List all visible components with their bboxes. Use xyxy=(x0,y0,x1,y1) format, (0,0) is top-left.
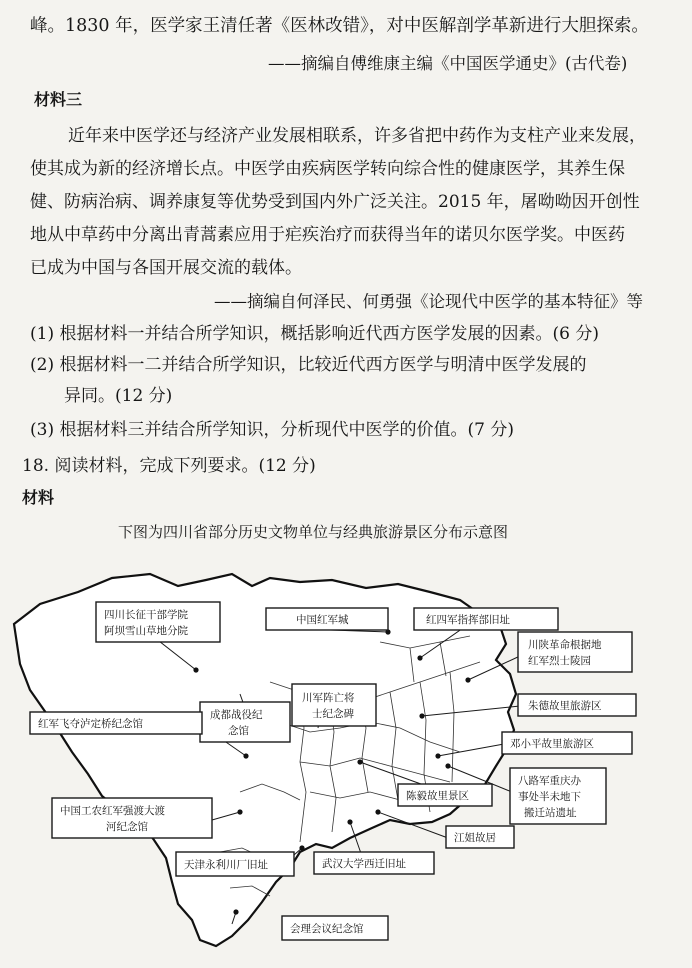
svg-text:中国红军城: 中国红军城 xyxy=(296,614,349,626)
question-18-stem: 18. 阅读材料，完成下列要求。(12 分) xyxy=(22,456,316,476)
question-3: (3) 根据材料三并结合所学知识，分析现代中医学的价值。(7 分) xyxy=(30,420,514,440)
svg-text:事处半未地下: 事处半未地下 xyxy=(518,791,581,803)
svg-text:天津永利川厂旧址: 天津永利川厂旧址 xyxy=(184,859,268,871)
label-dadu-river xyxy=(52,798,212,838)
material3-heading: 材料三 xyxy=(34,90,83,109)
question-2-line-1: (2) 根据材料一二并结合所学知识，比较近代西方医学与明清中医学发展的 xyxy=(30,355,587,375)
label-balujun-office xyxy=(510,768,606,824)
material3-line-4: 地从中草药中分离出青蒿素应用于疟疾治疗而获得当年的诺贝尔医学奖。中医药 xyxy=(30,225,625,245)
material3-line-3: 健、防病治病、调养康复等优势受到国内外广泛关注。2015 年，屠呦呦因开创性 xyxy=(30,192,640,212)
label-chengdu-campaign xyxy=(200,702,290,742)
label-jiangjie-residence xyxy=(446,826,514,848)
label-wuhan-university xyxy=(314,852,434,874)
svg-text:阿坝雪山草地分院: 阿坝雪山草地分院 xyxy=(104,625,188,637)
svg-text:中国工农红军强渡大渡: 中国工农红军强渡大渡 xyxy=(60,805,165,817)
map-title: 下图为四川省部分历史文物单位与经典旅游景区分布示意图 xyxy=(118,523,509,541)
label-chuanshan-cemetery xyxy=(518,632,632,672)
label-dengxiaoping-hometown xyxy=(502,732,632,754)
svg-text:邓小平故里旅游区: 邓小平故里旅游区 xyxy=(510,738,594,750)
svg-text:会理会议纪念馆: 会理会议纪念馆 xyxy=(290,923,364,935)
svg-text:川军阵亡将: 川军阵亡将 xyxy=(302,692,355,704)
material3-line-2: 使其成为新的经济增长点。中医学由疾病医学转向综合性的健康医学，其养生保 xyxy=(30,159,625,179)
svg-text:陈毅故里景区: 陈毅故里景区 xyxy=(406,790,469,802)
label-changzheng-college xyxy=(96,602,220,642)
svg-text:川陕革命根据地: 川陕革命根据地 xyxy=(528,639,602,651)
svg-text:红四军指挥部旧址: 红四军指挥部旧址 xyxy=(426,614,510,626)
label-luding-bridge xyxy=(30,712,202,734)
label-tianjin-yongli xyxy=(176,852,294,876)
svg-text:搬迁站遗址: 搬迁站遗址 xyxy=(524,807,577,819)
svg-text:士纪念碑: 士纪念碑 xyxy=(312,708,354,720)
svg-text:河纪念馆: 河纪念馆 xyxy=(106,821,148,833)
material3-line-1: 近年来中医学还与经济产业发展相联系，许多省把中药作为支柱产业来发展， xyxy=(68,126,646,146)
svg-text:武汉大学西迁旧址: 武汉大学西迁旧址 xyxy=(322,858,406,870)
material3-line-5: 已成为中国与各国开展交流的载体。 xyxy=(30,258,302,278)
question-18-heading: 材料 xyxy=(22,488,55,507)
svg-text:红军飞夺泸定桥纪念馆: 红军飞夺泸定桥纪念馆 xyxy=(38,718,143,730)
label-hongsijun-hq xyxy=(414,608,558,630)
svg-text:朱德故里旅游区: 朱德故里旅游区 xyxy=(528,700,602,712)
question-2-line-2: 异同。(12 分) xyxy=(64,386,173,406)
label-hongjuncheng xyxy=(266,608,388,630)
svg-text:四川长征干部学院: 四川长征干部学院 xyxy=(104,609,188,621)
material2-tail: 峰。1830 年，医学家王清任著《医林改错》，对中医解剖学革新进行大胆探索。 xyxy=(30,16,649,36)
svg-text:红军烈士陵园: 红军烈士陵园 xyxy=(528,655,591,667)
material2-citation: ——摘编自傅维康主编《中国医学通史》(古代卷) xyxy=(268,54,628,73)
label-chenyi-hometown xyxy=(398,784,492,806)
svg-text:江姐故居: 江姐故居 xyxy=(454,832,496,844)
svg-text:八路军重庆办: 八路军重庆办 xyxy=(518,775,581,787)
label-zhude-hometown xyxy=(518,694,636,716)
svg-text:念馆: 念馆 xyxy=(228,725,249,737)
svg-text:成都战役纪: 成都战役纪 xyxy=(210,709,263,721)
label-chuanjun-monument xyxy=(292,684,376,726)
label-huili-meeting xyxy=(282,916,388,940)
material3-citation: ——摘编自何泽民、何勇强《论现代中医学的基本特征》等 xyxy=(214,292,643,311)
question-1: (1) 根据材料一并结合所学知识，概括影响近代西方医学发展的因素。(6 分) xyxy=(30,324,599,344)
sichuan-map xyxy=(0,552,692,968)
